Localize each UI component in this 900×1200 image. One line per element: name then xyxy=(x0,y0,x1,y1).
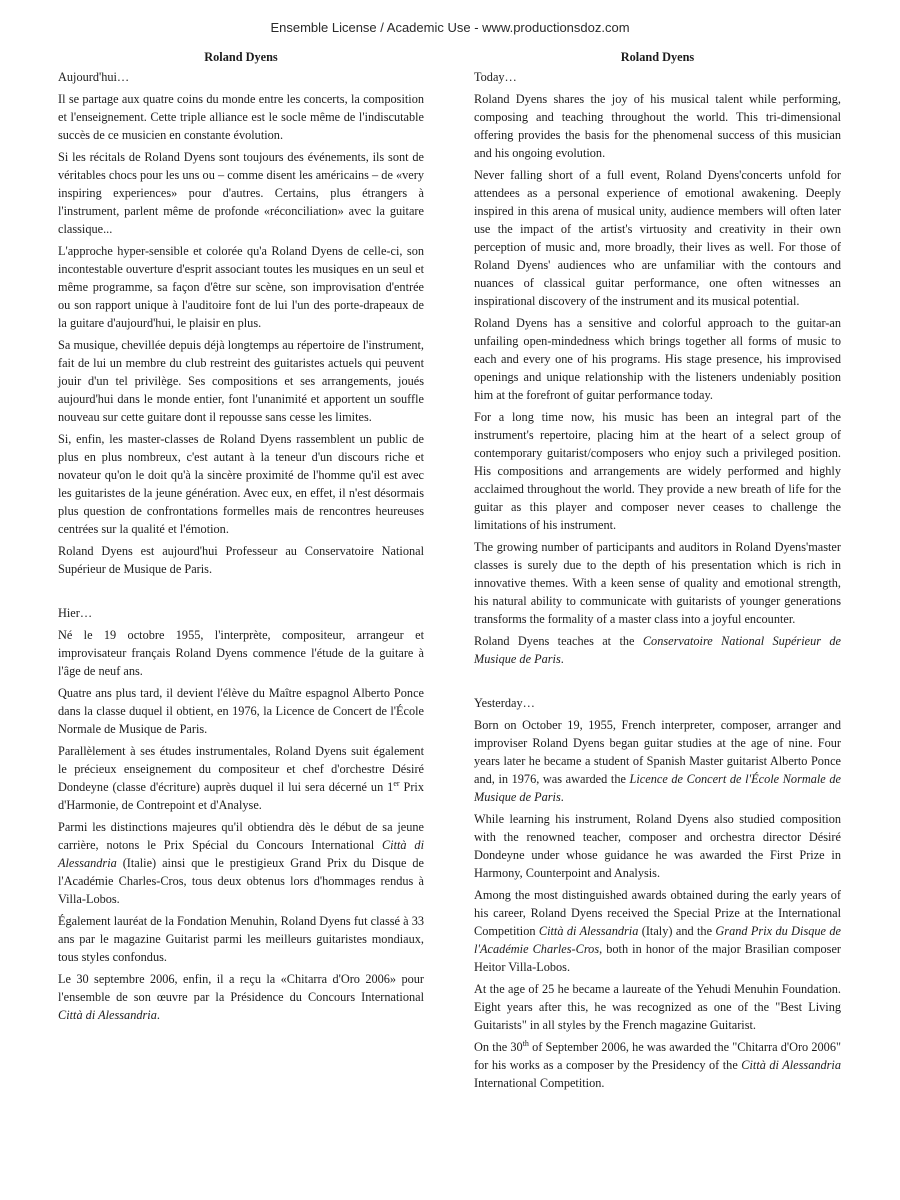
yesterday-label-fr: Hier… xyxy=(58,606,93,620)
fr-yesterday-paragraph: Quatre ans plus tard, il devient l'élève du Maître espagnol Alberto Ponce dans la classe duquel il obtient, en 1976, la Licence de Concert de l'École Normale de Musique de Paris. xyxy=(58,686,424,736)
en-today-paragraph: Roland Dyens teaches at the Conservatoire National Supérieur de Musique de Paris. xyxy=(474,634,841,666)
fr-today-paragraph: L'approche hyper-sensible et colorée qu'a Roland Dyens de celle-ci, son incontestable ouverture d'esprit associant toutes les musiques en un seul et même programme, sa façon d'être sur scène, son improvisation d'entrée ou son rapport unique à l'auditoire font de lui l'un des porte-drapeaux de la guitare d'aujourd'hui, le plaisir en plus. xyxy=(58,244,424,330)
french-title: Roland Dyens xyxy=(204,50,278,64)
fr-yesterday-paragraph: Né le 19 octobre 1955, l'interprète, compositeur, arrangeur et improvisateur français Roland Dyens commence l'étude de la guitare à l'âge de neuf ans. xyxy=(58,628,424,678)
fr-yesterday-paragraph: Parallèlement à ses études instrumentales, Roland Dyens suit également le précieux enseignement du compositeur et chef d'orchestre Désiré Dondeyne (classe d'écriture) auprès duquel il lui sera décerné un 1er Prix d'Harmonie, de Contrepoint et d'Analyse. xyxy=(58,744,424,812)
en-today-paragraph: Roland Dyens has a sensitive and colorful approach to the guitar-an unfailing open-mindedness which brings together all forms of music to each and every one of his programs. His stage presence, his improvised openings and unique relationship with the listeners undeniably position him at the forefront of guitar performance today. xyxy=(474,316,841,402)
fr-yesterday-paragraph: Le 30 septembre 2006, enfin, il a reçu la «Chitarra d'Oro 2006» pour l'ensemble de son œuvre par la Présidence du Concours International Città di Alessandria. xyxy=(58,972,424,1022)
fr-yesterday-paragraph: Parmi les distinctions majeures qu'il obtiendra dès le début de sa jeune carrière, notons le Prix Spécial du Concours International Città di Alessandria (Italie) ainsi que le prestigieux Grand Prix du Disque de l'Académie Charles-Cros, tous deux obtenus lors d'hommages rendus à Villa-Lobos. xyxy=(58,820,424,906)
en-today-paragraph: Never falling short of a full event, Roland Dyens'concerts unfold for attendees as a personal experience of emotional awakening. Deeply inspired in this arena of musical unity, audience members will often later use the impact of the artist's virtuosity and creativity in their own perception of music and, more broadly, their lives as well. For those of Roland Dyens' audiences who are unfamiliar with the contours and nuances of classical guitar performance, one often witnesses an inspirational discovery of the instrument and its musical potential. xyxy=(474,168,841,308)
en-yesterday-paragraph: While learning his instrument, Roland Dyens also studied composition with the renowned teacher, composer and orchestra director Désiré Dondeyne under whose guidance he was awarded the First Prize in Harmony, Counterpoint and Analysis. xyxy=(474,812,841,880)
english-title: Roland Dyens xyxy=(620,50,695,64)
en-today-paragraph: The growing number of participants and auditors in Roland Dyens'master classes is surely due to the depth of his presentation which is rich in innovative themes. With a keen sense of quality and emotional strength, his natural ability to communicate with guitarists of younger generations transforms the formality of a master class into a joyful encounter. xyxy=(474,540,841,626)
fr-today-paragraph: Si, enfin, les master-classes de Roland Dyens rassemblent un public de plus en plus nombreux, c'est autant à la teneur d'un discours riche et novateur qu'on le doit qu'à la sincère proximité de l'homme qu'il est avec les guitaristes de la jeune génération. Avec eux, en effet, il n'est désormais plus question de confrontations formelles mais de rencontres heureuses centrées sur la qualité et l'émotion. xyxy=(58,432,424,536)
en-today-paragraph: For a long time now, his music has been an integral part of the instrument's repertoire, placing him at the heart of a select group of contemporary guitarist/composers who enjoy such a privileged position. His compositions and arrangements are widely performed and highly acclaimed throughout the world. They provide a new breath of life for the guitar as this player and composer never ceases to challenge the limitations of his instrument. xyxy=(474,410,841,532)
en-yesterday-paragraph: At the age of 25 he became a laureate of the Yehudi Menuhin Foundation. Eight years after this, he was recognized as one of the "Best Living Guitarists" in all styles by the French magazine Guitarist. xyxy=(474,982,841,1032)
fr-yesterday-paragraph: Également lauréat de la Fondation Menuhin, Roland Dyens fut classé à 33 ans par le magazine Guitarist parmi les meilleurs guitaristes mondiaux, tous styles confondus. xyxy=(58,914,424,964)
license-header: Ensemble License / Academic Use - www.productionsdoz.com xyxy=(270,20,630,35)
en-today-paragraph: Roland Dyens shares the joy of his musical talent while performing, composing and teaching throughout the world. This tri-dimensional offering provides the basis for the phenomenal success of this musician and his ongoing evolution. xyxy=(474,92,841,160)
fr-today-paragraph: Il se partage aux quatre coins du monde entre les concerts, la composition et l'enseignement. Cette triple alliance est le socle même de l'indiscutable succès de ce musicien en constante évolution. xyxy=(58,92,424,142)
french-column xyxy=(58,48,424,1028)
today-label-fr: Aujourd'hui… xyxy=(58,70,130,84)
fr-today-paragraph: Roland Dyens est aujourd'hui Professeur au Conservatoire National Supérieur de Musique de Paris. xyxy=(58,544,424,576)
today-label-en: Today… xyxy=(474,70,517,84)
en-yesterday-paragraph: On the 30th of September 2006, he was awarded the "Chitarra d'Oro 2006" for his works as a composer by the Presidency of the Città di Alessandria International Competition. xyxy=(474,1038,841,1090)
en-yesterday-paragraph: Born on October 19, 1955, French interpreter, composer, arranger and improviser Roland Dyens began guitar studies at the age of nine. Four years later he became a student of Spanish Master guitarist Alberto Ponce and, in 1976, was awarded the Licence de Concert de l'École Normale de Musique de Paris. xyxy=(474,718,841,804)
english-column xyxy=(474,48,841,1096)
fr-today-paragraph: Si les récitals de Roland Dyens sont toujours des événements, ils sont de véritables chocs pour les uns ou – comme disent les américains – de «very inspiring experiences» pour d'autres. Certains, plus étrangers à l'instrument, parlent même de profonde «réconciliation» avec la guitare classique... xyxy=(58,150,424,236)
fr-today-paragraph: Sa musique, chevillée depuis déjà longtemps au répertoire de l'instrument, fait de lui un membre du club restreint des guitaristes actuels qui peuvent jouir d'un tel privilège. Ses compositions et ses arrangements, joués aujourd'hui dans le monde entier, font l'unanimité et apportent un souffle nouveau sur cette guitare dont il repousse sans cesse les limites. xyxy=(58,338,424,424)
yesterday-label-en: Yesterday… xyxy=(474,696,535,710)
en-yesterday-paragraph: Among the most distinguished awards obtained during the early years of his career, Roland Dyens received the Special Prize at the International Competition Città di Alessandria (Italy) and the Grand Prix du Disque de l'Académie Charles-Cros, both in honor of the major Brasilian composer Heitor Villa-Lobos. xyxy=(474,888,842,974)
